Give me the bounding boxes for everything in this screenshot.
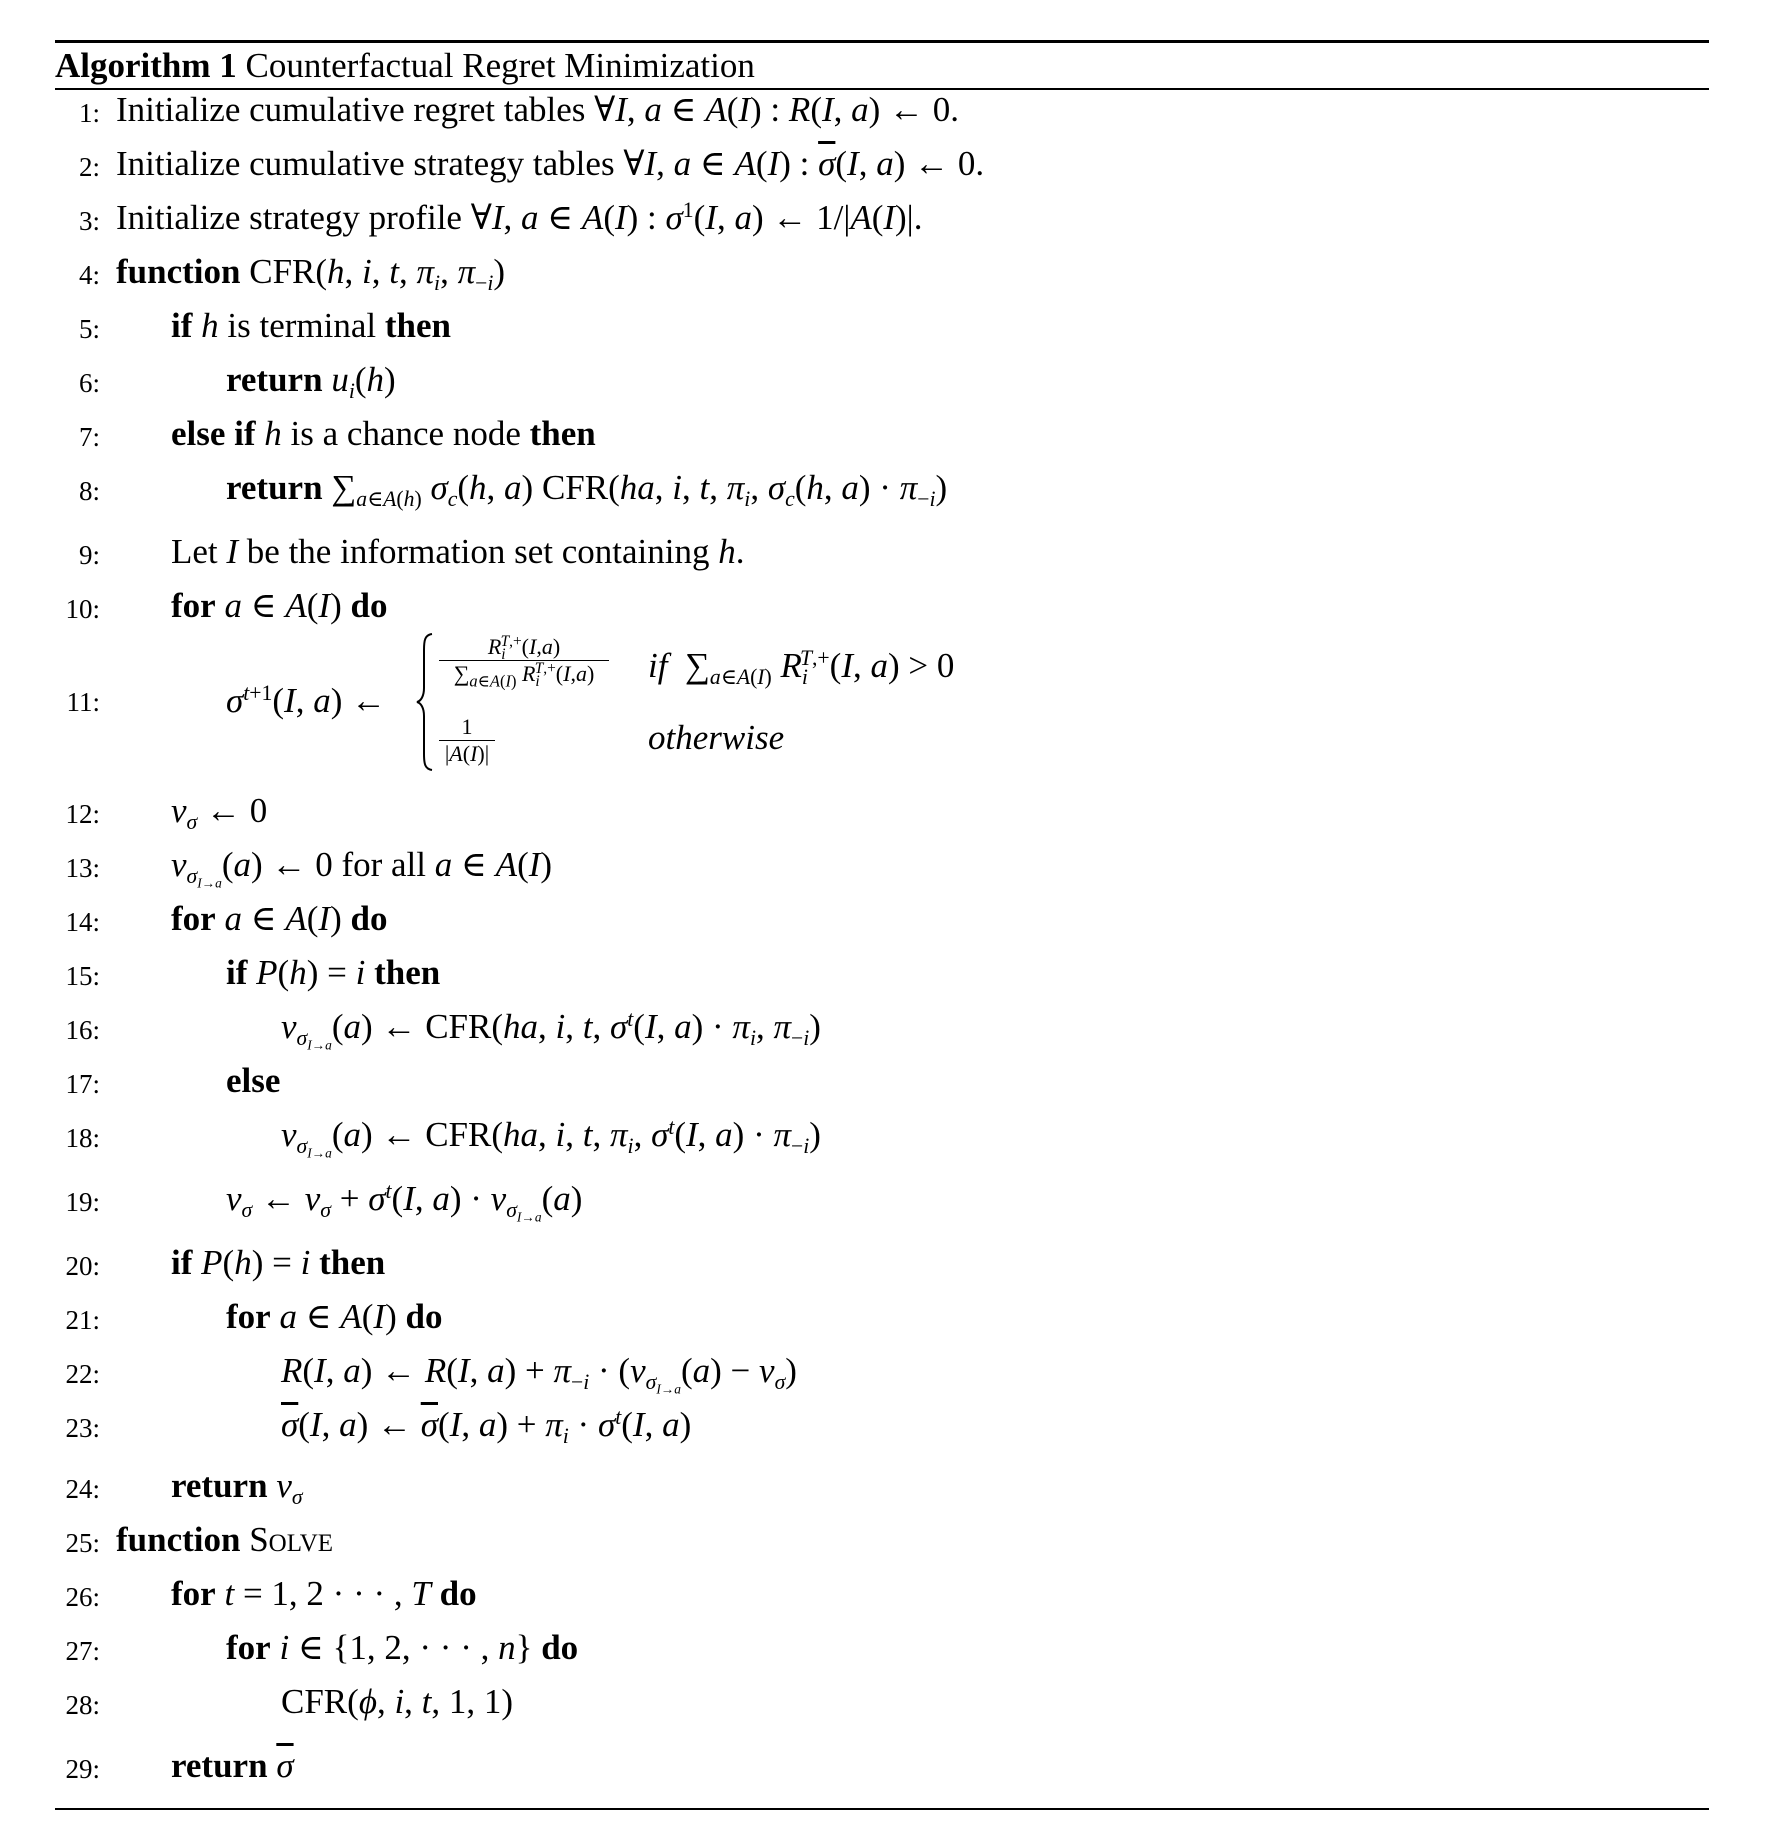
line-number: 19: <box>65 1187 100 1217</box>
line-number: 16: <box>65 1015 100 1045</box>
line-number: 18: <box>65 1123 100 1153</box>
algo-line-3: Initialize strategy profile ∀I, a ∈ A(I) : $\sigma^1(I$, a) ← 1/|A(I)|. <box>116 198 923 237</box>
algo-line-7: else if h is a chance node then <box>171 414 596 453</box>
line-number: 4: <box>78 260 100 290</box>
line-number: 17: <box>65 1069 100 1099</box>
algo-line-10: for a ∈ A(I) do <box>171 586 388 625</box>
algo-line-5: if h is terminal then <box>171 306 451 345</box>
algorithm-label: Algorithm 1 <box>55 46 237 85</box>
line-number: 9: <box>78 540 100 570</box>
algo-line-21: for a ∈ A(I) do <box>226 1297 443 1336</box>
algo-line-17: else <box>226 1061 281 1100</box>
line-number: 26: <box>65 1582 100 1612</box>
algo-line-8: return $\sum_{a\in A(h)}$ $\sigma_c(h$, a) CFR(ha, i, t, $\pi_i$, $\sigma_c(h$, $a) \cdot \pi_{-i}$) <box>226 468 948 511</box>
algo-line-23: $\overline{\sigma}(I$, a) ← $\overline{\sigma}(I$, $a) + \pi_i \cdot \sigma^t(I$, a) <box>281 1405 692 1448</box>
line-number: 21: <box>65 1305 100 1335</box>
algo-line-27: for i ∈ {1, 2, · · · , n} do <box>226 1628 579 1667</box>
algo-line-9: Let I be the information set containing h. <box>171 532 745 571</box>
line-number: 6: <box>78 368 100 398</box>
algo-line-2: Initialize cumulative strategy tables ∀I, a ∈ A(I) : $\overline{\sigma}(I$, a) ← 0. <box>116 144 985 183</box>
algo-line-28: CFR(ϕ, i, t, 1, 1) <box>281 1682 514 1721</box>
line-number: 25: <box>65 1528 100 1558</box>
algo-line-14: for a ∈ A(I) do <box>171 899 388 938</box>
line-number: 12: <box>65 799 100 829</box>
line-number: 14: <box>65 907 100 937</box>
line-number: 24: <box>65 1474 100 1504</box>
algo-line-19: $v_\sigma$ ← $v_\sigma + \sigma^t(I$, $a) \cdot v_{\sigma_{I\to a}}(a)$ <box>226 1179 583 1225</box>
algo-line-29: return $\overline{\sigma}$ <box>171 1746 294 1785</box>
algo-line-16: $v_{\sigma_{I\to a}}(a)$ ← CFR(ha, i, t, $\sigma^t(I$, $a) \cdot \pi_i$, $\pi_{-i}$) <box>281 1007 821 1053</box>
line-number: 23: <box>65 1413 100 1443</box>
line-number: 3: <box>78 206 100 236</box>
line-number: 10: <box>65 594 100 624</box>
algo-line-13: $v_{\sigma_{I\to a}}(a)$ ← 0 for all a ∈ A(I) <box>171 845 553 891</box>
line-number: 29: <box>65 1754 100 1784</box>
line-number: 2: <box>78 152 100 182</box>
algo-line-22: R(I, a) ← R(I, $a) + \pi_{-i} \cdot (v_{\sigma_{I\to a}}(a) - v_\sigma)$ <box>281 1351 797 1397</box>
case-condition-2: otherwise <box>648 718 785 757</box>
algo-line-4: function CFR(h, i, t, $\pi_i$, $\pi_{-i}$) <box>116 252 506 295</box>
line-number: 11: <box>66 687 100 717</box>
line-number: 8: <box>78 476 100 506</box>
algo-line-26: for t = 1, 2 · · · , T do <box>171 1574 477 1613</box>
algo-line-1: Initialize cumulative regret tables ∀I, a ∈ A(I) : R(I, a) ← 0. <box>116 90 960 129</box>
line-number: 20: <box>65 1251 100 1281</box>
case-fraction-2: $\frac{1}{|A(I)|}$ <box>439 714 495 767</box>
bottom-rule <box>55 1808 1709 1810</box>
algo-line-12: $v_\sigma$ ← 0 <box>171 791 268 834</box>
line-number: 28: <box>65 1690 100 1720</box>
line-number: 13: <box>65 853 100 883</box>
line-number: 5: <box>78 314 100 344</box>
case-expression <box>415 632 1035 772</box>
algo-line-20: if P(h) = i then <box>171 1243 386 1282</box>
line-number: 27: <box>65 1636 100 1666</box>
algo-line-6: return $u_i(h)$ <box>226 360 396 403</box>
algo-line-24: return $v_\sigma$ <box>171 1466 303 1509</box>
line-number: 15: <box>65 961 100 991</box>
algo-line-25: function Solve <box>116 1520 334 1559</box>
algo-line-18: $v_{\sigma_{I\to a}}(a)$ ← CFR(ha, i, t, $\pi_i$, $\sigma^t(I$, $a) \cdot \pi_{-i}$) <box>281 1115 821 1161</box>
algo-line-11: $\sigma^{t+1}(I$, a) ← <box>226 681 387 720</box>
case-condition-1: if $\sum_{a\in A(I)}$ $R_i^{T,+}(I$, a) > 0 <box>648 646 955 689</box>
line-number: 1: <box>78 98 100 128</box>
case-fraction-1: $R_i^{T,+}(I,a)$ $\sum_{a\in A(I)}$ $R_i^{T,+}(I,a)$ <box>439 634 609 687</box>
line-number: 22: <box>65 1359 100 1389</box>
algo-line-15: if P(h) = i then <box>226 953 441 992</box>
algorithm-title: Counterfactual Regret Minimization <box>245 46 755 85</box>
line-number: 7: <box>78 422 100 452</box>
left-brace-icon <box>415 632 435 772</box>
